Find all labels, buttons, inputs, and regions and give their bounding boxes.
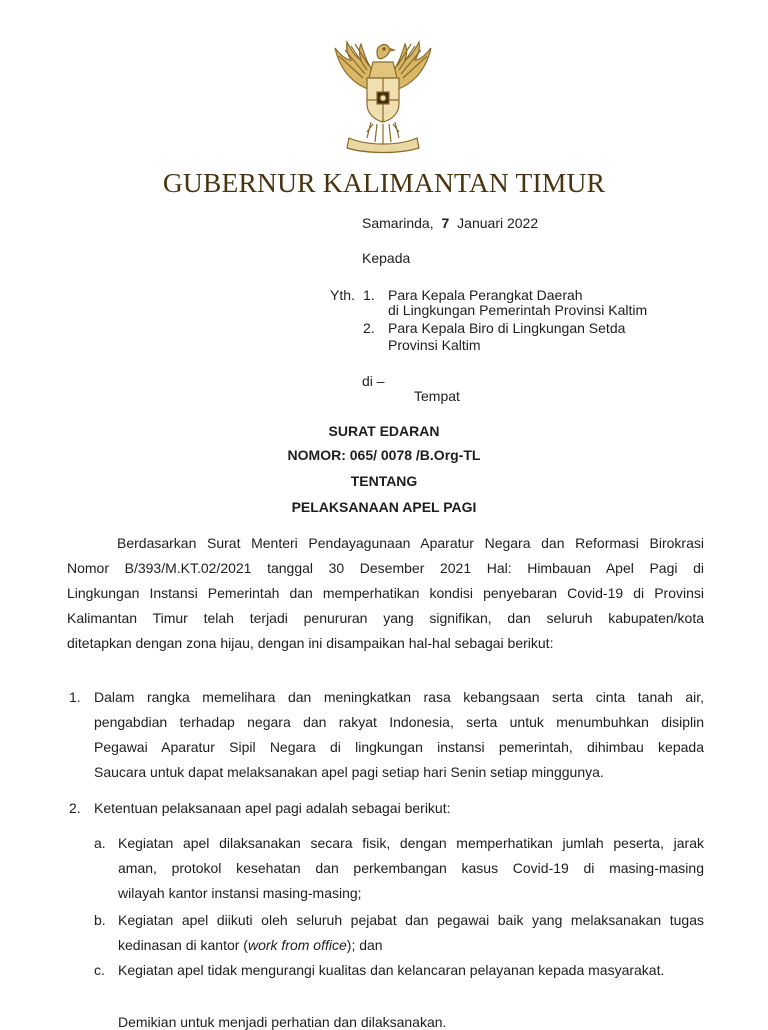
point-2-number: 2.: [69, 800, 81, 816]
point-1-line: Pegawai Aparatur Sipil Negara di lingkungan instansi pemerintah, dihimbau kepada: [94, 739, 704, 755]
sub-c-letter: c.: [94, 962, 105, 978]
intro-line: Lingkungan Instansi Pemerintah dan memperhatikan kondisi penyebaran Covid-19 di Provinsi: [67, 585, 704, 601]
point-1-line: Saucara untuk dapat melaksanakan apel pagi setiap hari Senin setiap minggunya.: [94, 764, 604, 780]
recipient-1-line-1: Para Kepala Perangkat Daerah: [388, 287, 583, 303]
sub-a-line: wilayah kantor instansi masing-masing;: [118, 885, 362, 901]
intro-line: Kalimantan Timur telah terjadi penururan yang signifikan, dan seluruh kabupaten/kota: [67, 610, 704, 626]
sub-b-line: Kegiatan apel diikuti oleh seluruh pejabat dan pegawai baik yang melaksanakan tugas: [118, 912, 704, 928]
recipient-2-line-2: Provinsi Kaltim: [388, 337, 481, 353]
kepada-label: Kepada: [362, 250, 411, 266]
point-2-text: Ketentuan pelaksanaan apel pagi adalah sebagai berikut:: [94, 800, 451, 816]
heading-tentang: TENTANG: [350, 473, 418, 489]
closing-line: Demikian untuk menjadi perhatian dan dilaksanakan.: [118, 1014, 447, 1030]
sub-a-line: Kegiatan apel dilaksanakan secara fisik, dengan memperhatikan jumlah peserta, jarak: [118, 835, 704, 851]
tempat-label: Tempat: [414, 388, 460, 404]
date-day: 7: [441, 215, 450, 231]
sub-b-line-2-pre: kedinasan di kantor (: [118, 937, 248, 953]
place-date: [362, 215, 538, 231]
sub-a-line: aman, protokol kesehatan dan perkembangan kasus Covid-19 di masing-masing: [118, 860, 704, 876]
heading-subject: PELAKSANAAN APEL PAGI: [291, 499, 477, 515]
date-month-year: Januari 2022: [457, 215, 539, 231]
heading-nomor: NOMOR: 065/ 0078 /B.Org-TL: [287, 447, 481, 463]
yth-label: Yth.: [330, 287, 355, 303]
point-1-line: Dalam rangka memelihara dan meningkatkan rasa kebangsaan serta cinta tanah air,: [94, 689, 704, 705]
sub-c-line: Kegiatan apel tidak mengurangi kualitas dan kelancaran pelayanan kepada masyarakat.: [118, 962, 665, 978]
sub-b-letter: b.: [94, 912, 106, 928]
heading-surat-edaran: SURAT EDARAN: [328, 423, 440, 439]
sub-a-letter: a.: [94, 835, 106, 851]
sub-b-line-2-italic: work from office: [247, 937, 347, 953]
recipient-1-number: 1.: [363, 287, 375, 303]
point-1-line: pengabdian terhadap negara dan rakyat Indonesia, serta untuk menumbuhkan disiplin: [94, 714, 704, 730]
recipient-2-line-1: Para Kepala Biro di Lingkungan Setda: [388, 320, 626, 336]
intro-line: ditetapkan dengan zona hijau, dengan ini disampaikan hal-hal sebagai berikut:: [67, 635, 554, 651]
sub-b-line-2-post: ); dan: [346, 937, 383, 953]
di-label: di –: [362, 373, 385, 389]
sub-b-line: [118, 937, 383, 953]
place-date-prefix: Samarinda,: [362, 215, 434, 231]
intro-line: Nomor B/393/M.KT.02/2021 tanggal 30 Desember 2021 Hal: Himbauan Apel Pagi di: [67, 560, 704, 576]
recipient-1-line-2: di Lingkungan Pemerintah Provinsi Kaltim: [388, 302, 648, 318]
recipient-2-number: 2.: [363, 320, 375, 336]
point-1-number: 1.: [69, 689, 81, 705]
garuda-emblem-icon: [327, 38, 439, 156]
intro-line: Berdasarkan Surat Menteri Pendayagunaan Aparatur Negara dan Reformasi Birokrasi: [117, 535, 704, 551]
letterhead-title: GUBERNUR KALIMANTAN TIMUR: [162, 167, 606, 198]
